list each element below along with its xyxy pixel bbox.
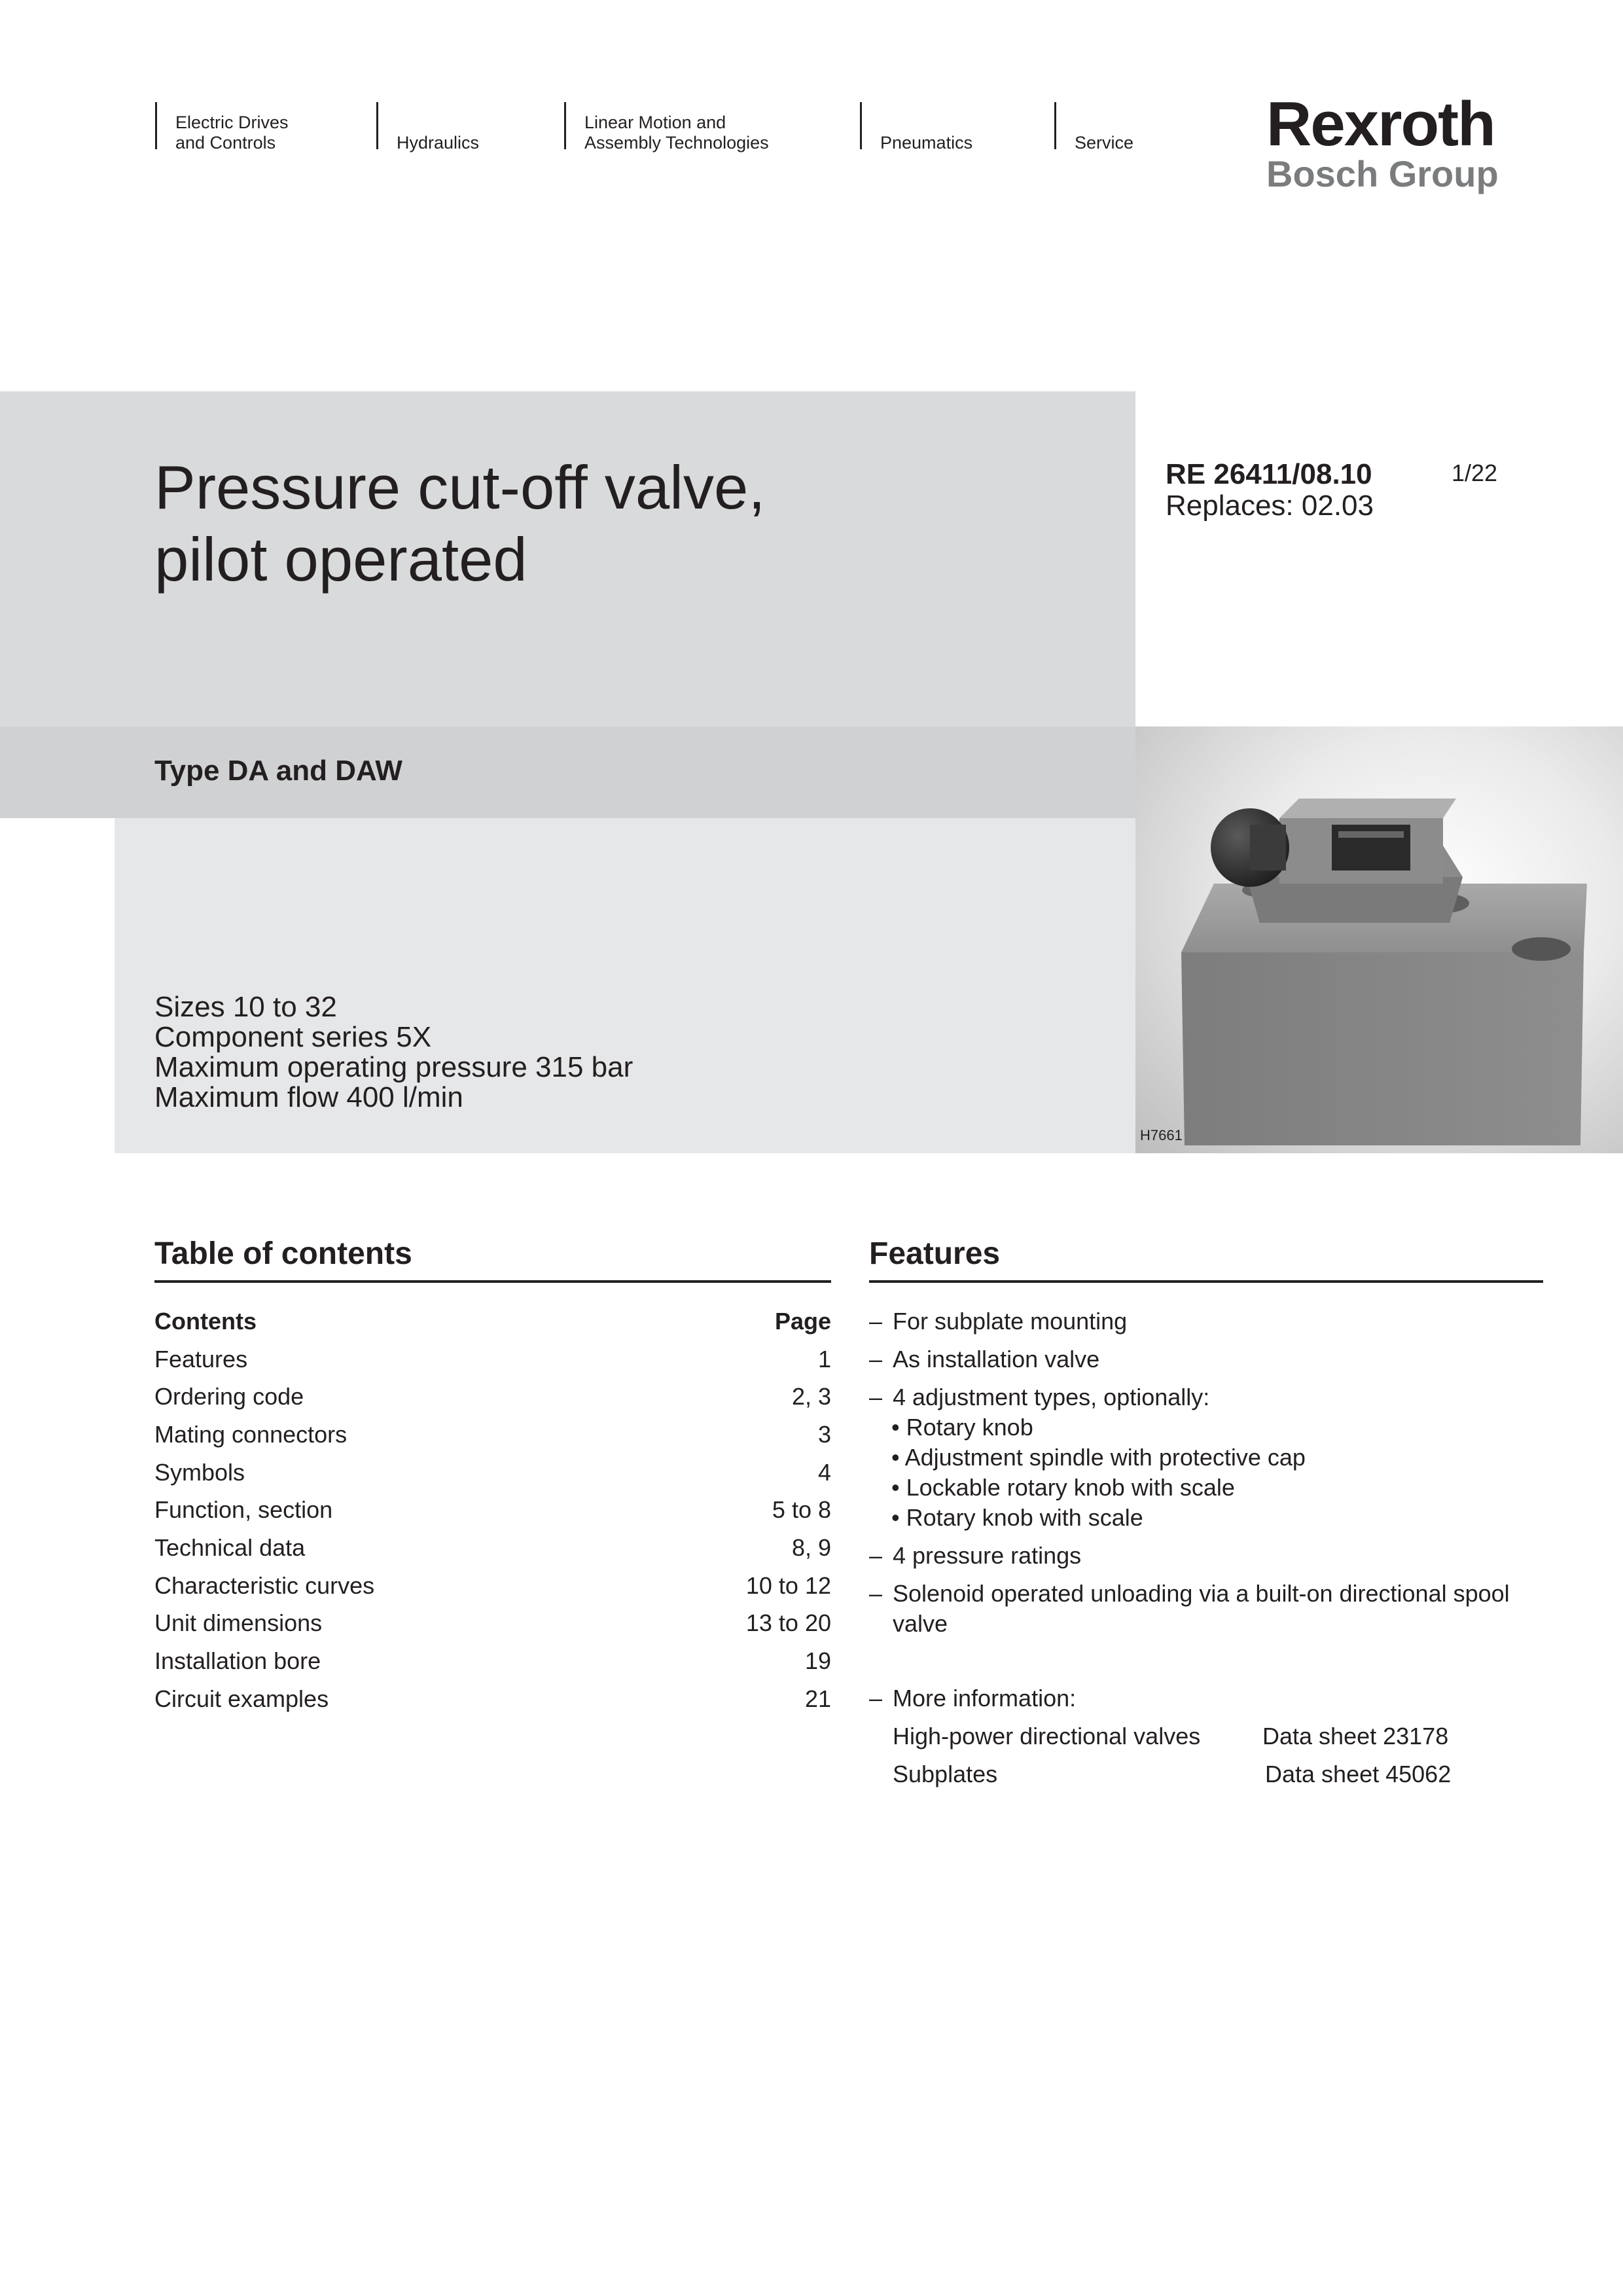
doc-number: RE 26411/08.10 [1166, 458, 1372, 490]
feature-subitem [869, 1443, 1543, 1473]
brand-logo: Rexroth [1266, 89, 1495, 159]
spec-line: Sizes 10 to 32 [154, 991, 337, 1023]
photo-code: H7661 [1140, 1127, 1183, 1143]
info-ref[interactable]: Data sheet 45062 [1265, 1761, 1452, 1787]
feature-text: Solenoid operated unloading via a built-on directional spool valve [893, 1580, 1510, 1637]
toc-label: Features [154, 1345, 248, 1372]
nav-linear-motion[interactable] [564, 102, 845, 152]
toc-label: Installation bore [154, 1647, 321, 1675]
toc-row[interactable] [154, 1642, 831, 1680]
toc-section [154, 1236, 831, 1283]
feature-subtext: Adjustment spindle with protective cap [904, 1444, 1306, 1471]
title-line: pilot operated [154, 525, 527, 594]
features-heading: Features [869, 1236, 1001, 1271]
toc-page: 21 [804, 1685, 831, 1712]
nav-label: Pneumatics [880, 133, 973, 152]
toc-label: Ordering code [154, 1383, 304, 1410]
toc-col-contents: Contents [154, 1307, 257, 1335]
toc-label: Unit dimensions [154, 1609, 323, 1637]
toc-row[interactable] [154, 1529, 831, 1567]
nav-label: Hydraulics [397, 133, 480, 152]
toc-row[interactable] [154, 1605, 831, 1643]
brand-group: Bosch Group [1266, 153, 1499, 194]
toc-page: 2, 3 [791, 1383, 831, 1410]
dash-marker: – [869, 1346, 883, 1372]
bullet-marker: • [891, 1504, 900, 1531]
info-row [869, 1759, 1543, 1789]
feature-item [869, 1306, 1543, 1336]
feature-subtext: Rotary knob with scale [906, 1504, 1143, 1531]
toc-col-page: Page [774, 1307, 831, 1335]
spec-line: Maximum flow 400 l/min [154, 1081, 463, 1113]
bullet-marker: • [891, 1414, 900, 1441]
feature-subitem [869, 1473, 1543, 1503]
features-section [869, 1236, 1543, 1283]
feature-item [869, 1683, 1543, 1713]
feature-item [869, 1344, 1543, 1374]
toc-page: 19 [804, 1647, 831, 1675]
toc-row[interactable] [154, 1416, 831, 1454]
info-ref[interactable]: Data sheet 23178 [1262, 1723, 1449, 1749]
toc-page: 4 [817, 1458, 831, 1486]
title-line: Pressure cut-off valve, [154, 453, 766, 522]
nav-hydraulics[interactable] [376, 102, 559, 152]
toc-page: 5 to 8 [772, 1496, 831, 1524]
feature-subitem [869, 1412, 1543, 1443]
nav-pneumatics[interactable] [860, 102, 1043, 152]
spec-line: Maximum operating pressure 315 bar [154, 1051, 633, 1083]
features-list [869, 1302, 1543, 1789]
info-label: High-power directional valves [893, 1723, 1201, 1749]
feature-item [869, 1541, 1543, 1571]
dash-marker: – [869, 1384, 883, 1410]
feature-text: 4 pressure ratings [893, 1542, 1082, 1569]
feature-item [869, 1579, 1543, 1639]
toc-label: Symbols [154, 1458, 245, 1486]
feature-subitem [869, 1503, 1543, 1533]
nav-electric-drives[interactable] [155, 102, 370, 152]
bullet-marker: • [891, 1474, 900, 1501]
more-info-label: More information: [893, 1685, 1077, 1712]
info-label: Subplates [893, 1761, 998, 1787]
feature-subtext: Lockable rotary knob with scale [906, 1474, 1235, 1501]
toc-label: Characteristic curves [154, 1571, 375, 1599]
nav-label: Electric Drives and Controls [175, 113, 289, 152]
toc-label: Mating connectors [154, 1420, 348, 1448]
toc-row[interactable] [154, 1340, 831, 1378]
features-rule [869, 1280, 1543, 1283]
dash-marker: – [869, 1542, 883, 1569]
toc-row[interactable] [154, 1680, 831, 1718]
nav-label: Linear Motion and Assembly Technologies [584, 113, 769, 152]
toc-table [154, 1302, 831, 1718]
type-label: Type DA and DAW [154, 755, 402, 787]
feature-text: As installation valve [893, 1346, 1100, 1372]
toc-page: 13 to 20 [745, 1609, 831, 1637]
page-title [154, 452, 765, 596]
toc-row[interactable] [154, 1378, 831, 1416]
toc-label: Circuit examples [154, 1685, 329, 1712]
toc-heading: Table of contents [154, 1236, 412, 1271]
toc-header-row [154, 1302, 831, 1340]
toc-row[interactable] [154, 1567, 831, 1605]
toc-row[interactable] [154, 1454, 831, 1492]
toc-page: 8, 9 [791, 1534, 831, 1561]
dash-marker: – [869, 1580, 883, 1607]
page-number: 1/22 [1452, 459, 1498, 486]
nav-label: Service [1075, 133, 1134, 152]
bullet-marker: • [891, 1444, 900, 1471]
toc-page: 10 to 12 [745, 1571, 831, 1599]
spec-list [154, 992, 633, 1113]
toc-label: Function, section [154, 1496, 333, 1524]
spec-line: Component series 5X [154, 1021, 432, 1053]
toc-label: Technical data [154, 1534, 306, 1561]
feature-text: 4 adjustment types, optionally: [893, 1384, 1210, 1410]
valve-illustration [1135, 726, 1623, 1153]
nav-service[interactable] [1054, 102, 1204, 152]
toc-rule [154, 1280, 831, 1283]
replaces-note: Replaces: 02.03 [1166, 490, 1374, 522]
toc-page: 1 [817, 1345, 831, 1372]
feature-item [869, 1382, 1543, 1412]
toc-page: 3 [817, 1420, 831, 1448]
dash-marker: – [869, 1685, 883, 1712]
dash-marker: – [869, 1308, 883, 1335]
feature-text: For subplate mounting [893, 1308, 1128, 1335]
feature-subtext: Rotary knob [906, 1414, 1033, 1441]
product-photo [1135, 726, 1623, 1153]
toc-row[interactable] [154, 1491, 831, 1529]
info-row [869, 1721, 1543, 1751]
